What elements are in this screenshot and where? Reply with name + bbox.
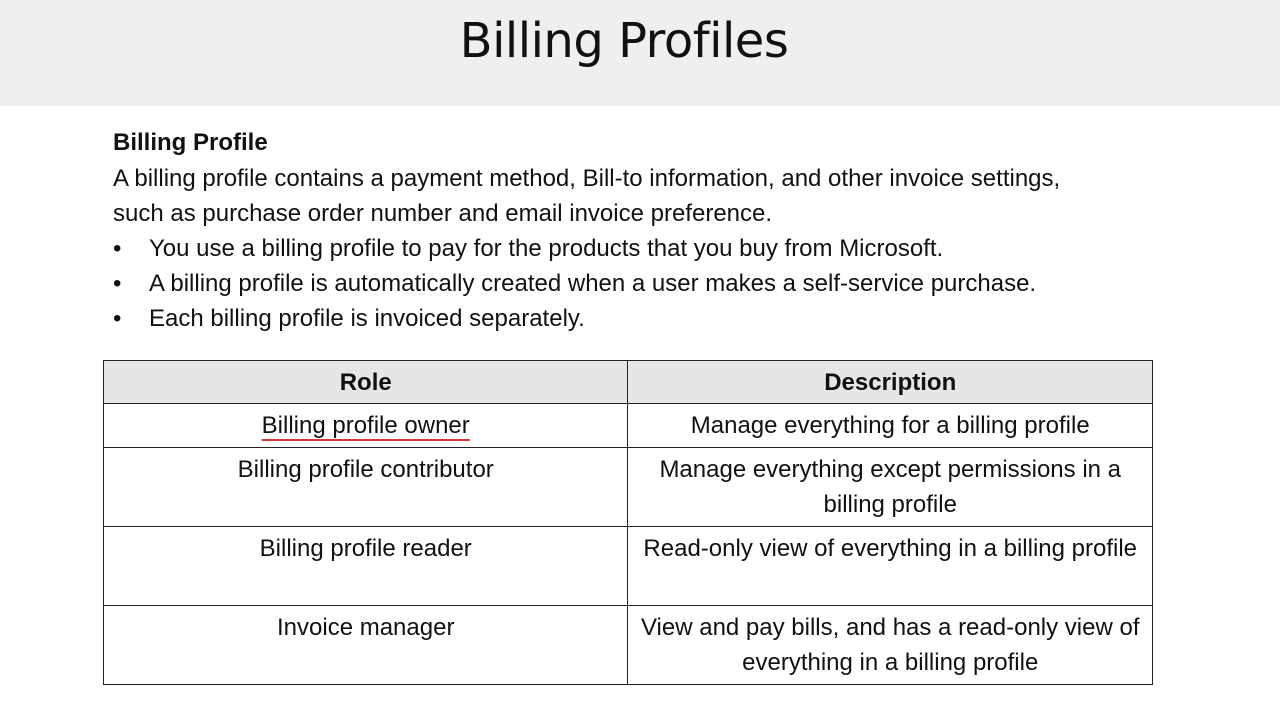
table-row (104, 527, 1153, 606)
bullet-item (113, 301, 1173, 336)
slide-body (113, 126, 1173, 336)
role-cell: Invoice manager (104, 606, 628, 685)
role-cell (104, 404, 628, 448)
description-cell: Read-only view of everything in a billing profile (628, 527, 1153, 606)
intro-paragraph: A billing profile contains a payment method, Bill-to information, and other invoice settings, such as purchase order number and email invoice preference. (113, 165, 1061, 227)
bullet-item (113, 266, 1173, 301)
title-band (0, 0, 1280, 106)
bullet-list (113, 231, 1173, 336)
table-row (104, 448, 1153, 527)
description-cell: View and pay bills, and has a read-only view of everything in a billing profile (628, 606, 1153, 685)
section-heading: Billing Profile (113, 129, 268, 156)
role-cell: Billing profile reader (104, 527, 628, 606)
bullet-icon: • (113, 235, 122, 262)
table-header-row (104, 361, 1153, 404)
role-name: Billing profile owner (261, 412, 470, 439)
description-column-header: Description (628, 361, 1153, 404)
bullet-text: A billing profile is automatically created when a user makes a self-service purchase. (149, 270, 1037, 297)
bullet-item (113, 231, 1173, 266)
role-column-header: Role (104, 361, 628, 404)
roles-table (103, 360, 1153, 685)
role-cell: Billing profile contributor (104, 448, 628, 527)
description-cell: Manage everything for a billing profile (628, 404, 1153, 448)
table-row (104, 606, 1153, 685)
table-row (104, 404, 1153, 448)
bullet-text: You use a billing profile to pay for the products that you buy from Microsoft. (149, 235, 944, 262)
slide-title: Billing Profiles (459, 13, 789, 69)
bullet-icon: • (113, 305, 122, 332)
description-cell: Manage everything except permissions in a billing profile (628, 448, 1153, 527)
bullet-text: Each billing profile is invoiced separately. (149, 305, 585, 332)
bullet-icon: • (113, 270, 122, 297)
